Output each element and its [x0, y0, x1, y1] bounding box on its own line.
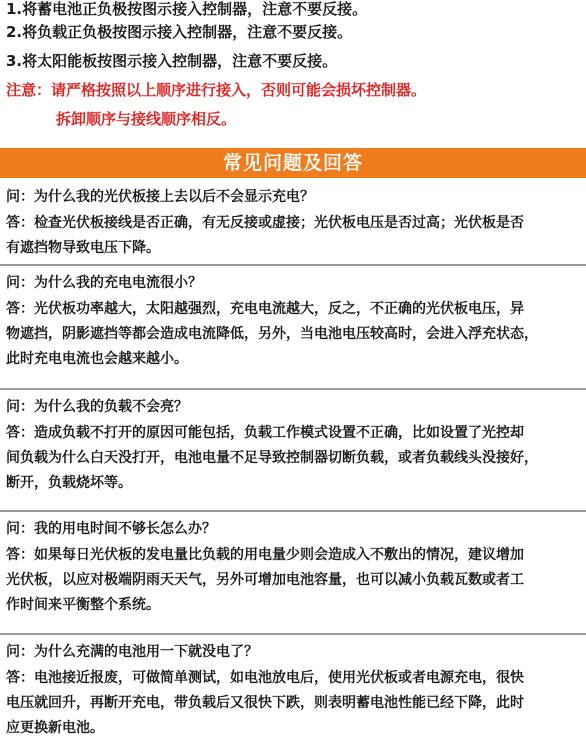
faq-answer-line: 光伏板，以应对极端阴雨天天气，另外可增加电池容量，也可以减小负载瓦数或者工 — [6, 572, 524, 588]
faq-answer-line: 答：如果每日光伏板的发电量比负载的用电量少则会造成入不敷出的情况，建议增加 — [6, 547, 524, 563]
faq-answer-line: 答：光伏板功率越大，太阳越强烈，充电电流越大，反之，不正确的光伏板电压，异 — [6, 301, 524, 317]
faq-section-title: 常见问题及回答 — [0, 148, 586, 178]
wiring-instructions — [0, 0, 586, 135]
faq-question: 问：为什么我的光伏板接上去以后不会显示充电？ — [6, 189, 314, 205]
faq-item — [0, 390, 586, 512]
step-battery: 1.将蓄电池正负极按图示接入控制器，注意不要反接。 — [6, 0, 368, 18]
faq-answer-line: 答：电池接近报废，可做简单测试，如电池放电后，使用光伏板或者电源充电，很快 — [6, 670, 524, 686]
faq-answer-line: 电压就回升，再断开充电，带负载后又很快下跌，则表明蓄电池性能已经下降，此时 — [6, 695, 524, 711]
faq-answer-line: 物遮挡，阴影遮挡等都会造成电流降低，另外，当电池电压较高时，会进入浮充状态， — [6, 326, 538, 342]
faq-question: 问：为什么我的负载不会亮？ — [6, 399, 188, 415]
faq-item — [0, 512, 586, 635]
step-load: 2.将负载正负极按图示接入控制器，注意不要反接。 — [6, 23, 353, 41]
faq-question: 问：为什么我的充电电流很小？ — [6, 275, 202, 291]
faq-answer-line: 应更换新电池。 — [6, 720, 104, 736]
faq-question: 问：为什么充满的电池用一下就没电了？ — [6, 644, 258, 660]
faq-answer-line: 此时充电电流也会越来越小。 — [6, 351, 188, 367]
faq-item — [0, 180, 586, 266]
warning-note-removal: 拆卸顺序与接线顺序相反。 — [56, 110, 237, 128]
faq-item — [0, 266, 586, 390]
faq-question: 问：我的用电时间不够长怎么办？ — [6, 521, 216, 537]
faq-answer — [6, 421, 580, 496]
faq-answer — [6, 297, 580, 372]
faq-answer-line: 有遮挡物导致电压下降。 — [6, 240, 160, 256]
faq-answer — [6, 666, 580, 741]
faq-answer — [6, 543, 580, 618]
faq-answer-line: 答：检查光伏板接线是否正确，有无反接或虚接；光伏板电压是否过高；光伏板是否 — [6, 215, 524, 231]
faq-answer-line: 断开，负载烧坏等。 — [6, 475, 132, 491]
faq-answer-line: 答：造成负载不打开的原因可能包括，负载工作模式设置不正确，比如设置了光控却 — [6, 425, 524, 441]
faq-answer-line: 作时间来平衡整个系统。 — [6, 597, 160, 613]
warning-note: 注意：请严格按照以上顺序进行接入，否则可能会损坏控制器。 — [6, 81, 427, 99]
faq-list — [0, 180, 586, 750]
faq-item — [0, 635, 586, 750]
faq-answer-line: 间负载为什么白天没打开，电池电量不足导致控制器切断负载，或者负载线头没接好， — [6, 450, 538, 466]
step-solar-panel: 3.将太阳能板按图示接入控制器，注意不要反接。 — [6, 52, 338, 70]
faq-answer — [6, 211, 580, 261]
